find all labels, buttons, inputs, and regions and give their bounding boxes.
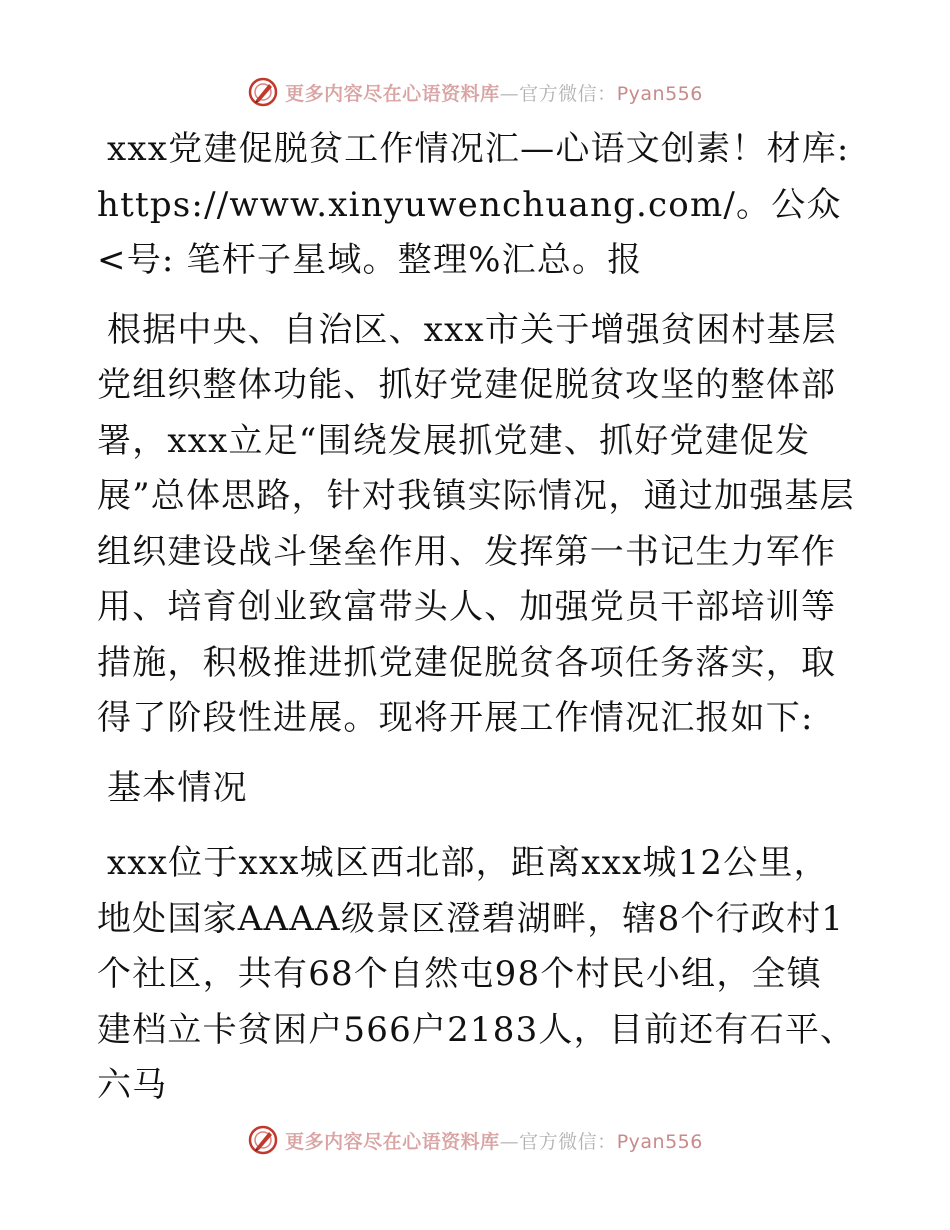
pen-logo-icon [247, 1124, 279, 1156]
banner-main-text: 更多内容尽在心语资料库 [285, 82, 500, 105]
banner-wechat-id: Pyan556 [616, 82, 703, 105]
banner-text [285, 1127, 703, 1154]
document-body [97, 122, 857, 1128]
banner-wechat-label: 官方微信： [519, 82, 617, 105]
header-banner [0, 72, 950, 112]
pen-logo-icon [247, 76, 279, 108]
banner-wechat-label: 官方微信： [519, 1130, 617, 1153]
title-paragraph: xxx党建促脱贫工作情况汇—心语文创素！材库: https://www.xinyuwenchuang.com/。公众<号: 笔杆子星域。整理%汇总。报 [97, 129, 850, 280]
intro-paragraph: 根据中央、自治区、xxx市关于增强贫困村基层党组织整体功能、抓好党建促脱贫攻坚的整体部署，xxx立足“围绕发展抓党建、抓好党建促发展”总体思路，针对我镇实际情况，通过加强基层组织建设战斗堡垒作用、发挥第一书记生力军作用、培育创业致富带头人、加强党员干部培训等措施，积极推进抓党建促脱贫各项任务落实，取得了阶段性进展。现将开展工作情况汇报如下: [97, 309, 855, 738]
banner-main-text: 更多内容尽在心语资料库 [285, 1130, 500, 1153]
banner-text [285, 79, 703, 106]
section-heading: 基本情况 [107, 767, 248, 808]
banner-wechat-id: Pyan556 [616, 1130, 703, 1153]
banner-separator: — [499, 82, 520, 105]
basic-info-paragraph: xxx位于xxx城区西北部，距离xxx城12公里，地处国家AAAA级景区澄碧湖畔，辖8个行政村1个社区，共有68个自然屯98个村民小组，全镇建档立卡贫困户566户2183人，目前还有石平、六马 [97, 843, 856, 1105]
banner-separator: — [499, 1130, 520, 1153]
footer-banner [0, 1120, 950, 1160]
